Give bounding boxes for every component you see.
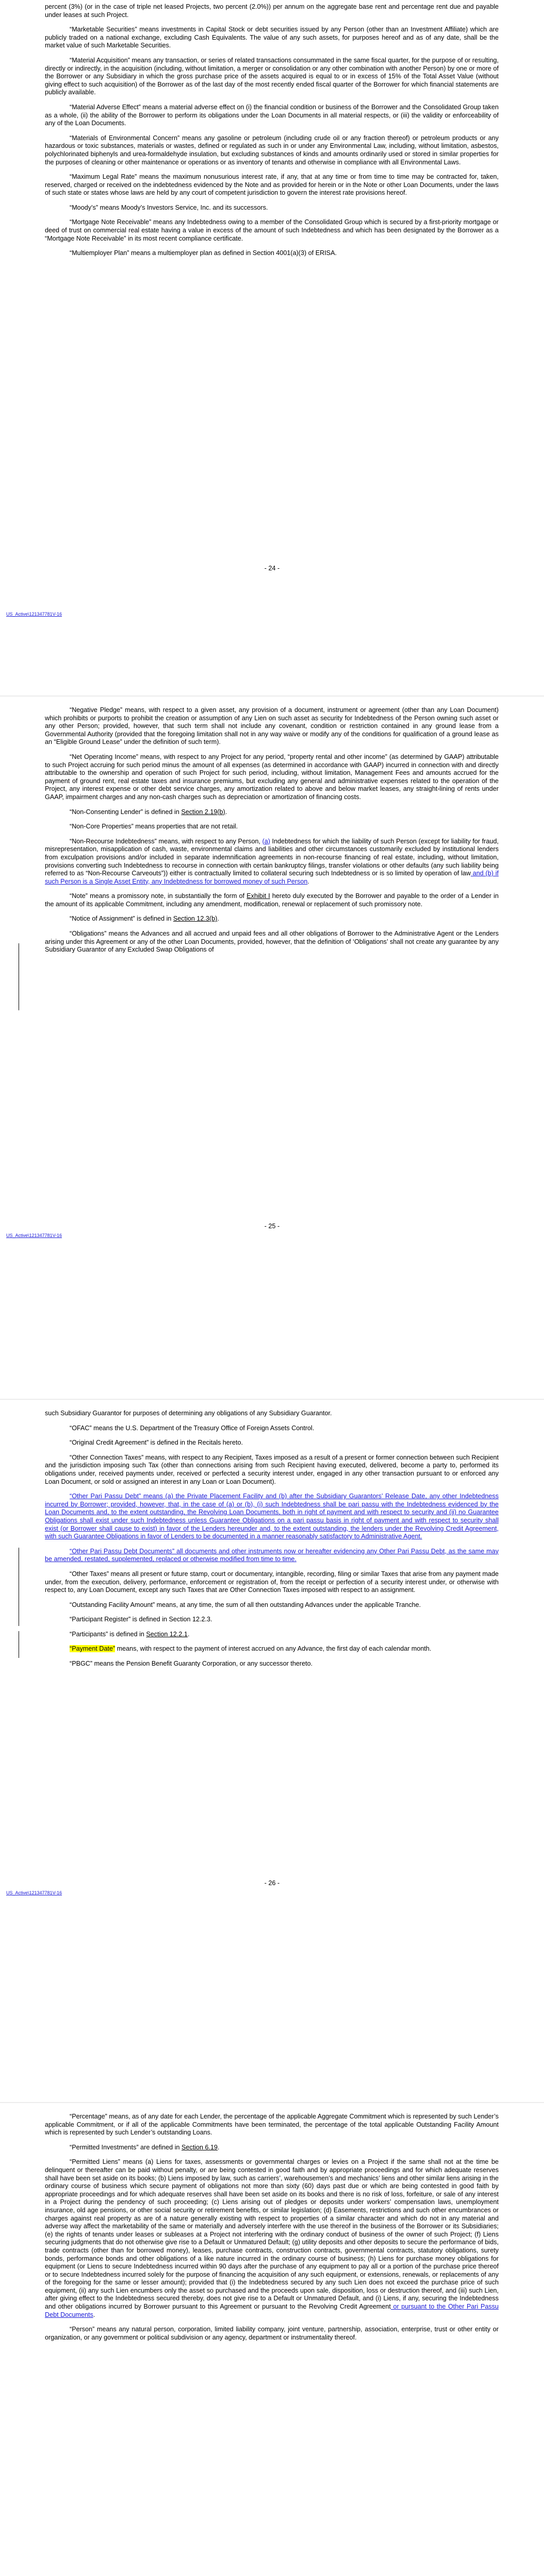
definition-other-taxes: “Other Taxes” means all present or future stamp, court or documentary, intangible, recording, filing or similar Taxes that arise from any payment made under, from the execution, delivery, performance, enforcement or registration of, from the receipt or perfection of a security interest under, or otherwise with respect to, any Loan Document, except any such Taxes that are Other Connection Taxes imposed with respect to an assignment.: [45, 1570, 499, 1594]
definition-payment-date: “Payment Date” means, with respect to the payment of interest accrued on any Advance, the first day of each calendar month.: [70, 1645, 432, 1653]
definition-negative-pledge: “Negative Pledge” means, with respect to a given asset, any provision of a document, instrument or agreement (other than any Loan Document) which prohibits or purports to prohibit the creation or assumption of any Lien on such asset as security for Indebtedness of the Person owning such asset or any other Person; provided, however, that such term shall not include any covenant, condition or restriction contained in any ground lease from a Governmental Authority (provided that the foregoing limitation shall not in any way waive or modify any of the conditions for qualification of a ground lease as an “Eligible Ground Lease” under the definition of such term).: [45, 706, 499, 746]
page-number: - 26 -: [264, 1879, 280, 1887]
definition-percentage: “Percentage” means, as of any date for each Lender, the percentage of the applicable Aggregate Commitment which is represented by such Lender’s applicable Commitment, or if all of the applicable Commitments have been terminated, the percentage of the total applicable Outstanding Facility Amount which is represented by such Lender’s outstanding Loans.: [45, 2113, 499, 2137]
inserted-text: “Other Pari Passu Debt” means (a) the Private Placement Facility and (b) after the Subsidiary Guarantors’ Release Date, any other Indebtedness incurred by Borrower; provided, however, that, in the case of (a) or (b), (i) such Indebtedness shall be pari passu with the Indebtedness evidenced by the Loan Documents and, to the extent outstanding, the Revolving Loan Documents, both in right of payment and with respect to security and (ii) no Guarantee Obligations shall exist under such Indebtedness unless Guarantee Obligations on a pari passu basis in right of payment and with respect to security shall exist (or Borrower shall cause to exist) in favor of the Lenders hereunder and, to the extent outstanding, the lenders under the Revolving Credit Agreement, with such Guarantee Obligations in favor of Lenders to be documented in a manner reasonably satisfactory to Administrative Agent.: [45, 1493, 499, 1540]
definition-note: “Note” means a promissory note, in substantially the form of Exhibit I hereto duly executed by the Borrower and payable to the order of a Lender in the amount of its applicable Commitment, including any amendment, modification, renewal or replacement of such promissory note.: [45, 892, 499, 908]
definition-material-acquisition: “Material Acquisition” means any transaction, or series of related transactions consummated in the same fiscal quarter, for the purpose of or resulting, directly or indirectly, in the acquisition (including, without limitation, a merger or consolidation or any other combination with another Person) by one or more of the Borrower or any Subsidiary in which the gross purchase price of the assets acquired is equal to or in excess of 15% of the Total Asset Value (without giving effect to such acquisition) of the Borrower as of the last day of the most recently ended fiscal quarter of the Borrower for which financial statements are publicly available.: [45, 56, 499, 96]
definition-non-core-properties: “Non-Core Properties” means properties that are not retail.: [70, 823, 238, 831]
paragraph-percent-cont: percent (3%) (or in the case of triple net leased Projects, two percent (2.0%)) per annum on the aggregate base rent and percentage rent due and payable under leases at such Project.: [45, 3, 499, 19]
page-26: [0, 1406, 544, 2102]
footer-document-id[interactable]: US_Active\121347781V-16: [6, 612, 62, 617]
page-25: [0, 703, 544, 1399]
section-reference[interactable]: Section 12.2.1: [146, 1630, 188, 1638]
definition-multiemployer-plan: “Multiemployer Plan” means a multiemployer plan as defined in Section 4001(a)(3) of ERISA.: [70, 249, 337, 257]
page-24: [0, 0, 544, 696]
definition-notice-of-assignment: “Notice of Assignment” is defined in Section 12.3(b).: [70, 915, 219, 923]
section-reference[interactable]: Section 6.19: [182, 2143, 218, 2151]
definition-non-consenting-lender: “Non-Consenting Lender” is defined in Section 2.19(b).: [70, 808, 227, 816]
section-reference[interactable]: Section 12.3(b): [173, 915, 218, 923]
definition-outstanding-facility-amount: “Outstanding Facility Amount” means, at any time, the sum of all then outstanding Advances under the applicable Tranche.: [70, 1601, 421, 1608]
inserted-text: or pursuant to the Other Pari Passu Debt Documents: [45, 2303, 499, 2318]
definition-non-recourse-indebtedness: “Non-Recourse Indebtedness” means, with respect to any Person, (a) Indebtedness for which the liability of such Person (except for liability for fraud, misrepresentation, misapplication of cash, waste, environmental claims and liabilities and other circumstances customarily excluded by institutional lenders from exculpation provisions and/or included in separate indemnification agreements in non-recourse financing of real estate, including, without limitation, provisions converting such Indebtedness to recourse in connection with certain bankruptcy filings, transfer violations or other defaults (any such liability being referred to as “Non-Recourse Carveouts”)) either is contractually limited to collateral securing such Indebtedness or is so limited by operation of law and (b) if such Person is a Single Asset Entity, any Indebtedness for borrowed money of such Person.: [45, 837, 499, 885]
definition-material-adverse-effect: “Material Adverse Effect” means a material adverse effect on (i) the financial condition or business of the Borrower and the Consolidated Group taken as a whole, (ii) the ability of the Borrower to perform its obligations under the Loan Documents in all material respects, or (iii) the validity or enforceability of any of the Loan Documents.: [45, 103, 499, 127]
definition-mortgage-note-receivable: “Mortgage Note Receivable” means any Indebtedness owing to a member of the Consolidated Group which is secured by a first-priority mortgage or deed of trust on commercial real estate having a value in excess of the amount of such Indebtedness and which has been designated by the Borrower as a “Mortgage Note Receivable” in its most recent compliance certificate.: [45, 218, 499, 242]
page-27: [0, 2110, 544, 2576]
definition-participant-register: “Participant Register” is defined in Section 12.2.3.: [70, 1616, 212, 1623]
exhibit-reference[interactable]: Exhibit I: [246, 892, 270, 900]
definition-original-credit-agreement: “Original Credit Agreement” is defined in the Recitals hereto.: [70, 1439, 243, 1447]
paragraph-obligations-cont: such Subsidiary Guarantor for purposes of determining any obligations of any Subsidiary Guarantor.: [45, 1410, 332, 1417]
inserted-text: (a): [262, 837, 271, 845]
definition-moodys: “Moody’s” means Moody’s Investors Service, Inc. and its successors.: [70, 204, 268, 211]
definition-person: “Person” means any natural person, corporation, limited liability company, joint venture, partnership, association, enterprise, trust or other entity or organization, or any government or political subdivision or any agency, department or instrumentality thereof.: [45, 2326, 499, 2341]
definition-marketable-securities: “Marketable Securities” means investments in Capital Stock or debt securities issued by any Person (other than an Investment Affiliate) which are publicly traded on a national exchange, excluding Cash Equivalents. The value of any such assets, for purposes hereof and as of any date, shall be the market value of such Marketable Securities.: [45, 26, 499, 49]
page-divider: [0, 2102, 544, 2103]
definition-ofac: “OFAC” means the U.S. Department of the Treasury Office of Foreign Assets Control.: [70, 1424, 315, 1432]
page-divider: [0, 696, 544, 697]
definition-obligations: “Obligations” means the Advances and all accrued and unpaid fees and all other obligations of Borrower to the Administrative Agent or the Lenders arising under this Agreement or any of the other Loan Documents, provided, however, that the definition of ‘Obligations’ shall not create any guarantee by any Subsidiary Guarantor of any Excluded Swap Obligations of: [45, 930, 499, 954]
footer-document-id[interactable]: US_Active\121347781V-16: [6, 1233, 62, 1238]
page-divider: [0, 1399, 544, 1400]
inserted-text: and (b) if such Person is a Single Asset Entity, any Indebtedness for borrowed money of such Person: [45, 870, 499, 885]
highlighted-term: “Payment Date”: [70, 1645, 116, 1653]
page-number: - 24 -: [264, 565, 280, 572]
footer-document-id[interactable]: US_Active\121347781V-16: [6, 1890, 62, 1895]
section-reference[interactable]: Section 2.19(b): [181, 808, 225, 816]
definition-other-connection-taxes: “Other Connection Taxes” means, with respect to any Recipient, Taxes imposed as a result of a present or former connection between such Recipient and the jurisdiction imposing such Tax (other than connections arising from such Recipient having executed, delivered, become a party to, performed its obligations under, received payments under, received or perfected a security interest under, engaged in any other transaction pursuant to or enforced any Loan Document, or sold or assigned an interest in any Loan or Loan Document).: [45, 1453, 499, 1485]
definition-pbgc: “PBGC” means the Pension Benefit Guaranty Corporation, or any successor thereto.: [70, 1660, 313, 1668]
definition-other-pari-passu-debt-documents: [45, 1548, 499, 1564]
definition-permitted-liens: “Permitted Liens” means (a) Liens for taxes, assessments or governmental charges or levies on a Project if the same shall not at the time be delinquent or thereafter can be paid without penalty, or are being contested in good faith and by appropriate proceedings and for which adequate reserves shall have been set aside on its books; (b) Liens imposed by law, such as carriers’, warehousemen’s and mechanics’ liens and other similar liens arising in the ordinary course of business which secure payment of obligations not more than sixty (60) days past due or which are being contested in good faith by appropriate proceedings and for which adequate reserves shall have been set aside on its books and there is no risk of loss, forfeiture, or sale of any interest in a Project during the pendency of such proceeding; (c) Liens arising out of pledges or deposits under workers’ compensation laws, unemployment insurance, old age pensions, or other social security or retirement benefits, or similar legislation; (d) Easements, restrictions and such other encumbrances or charges against real property as are of a nature generally existing with respect to properties of a similar character and which do not in any material and adverse way affect the marketability of the same or materially and adversely interfere with the use thereof in the business of the Borrower or its Subsidiaries; (e) the rights of tenants under leases or subleases at a Project not interfering with the ordinary conduct of business of the owner of such Project; (f) Liens securing judgments that do not otherwise give rise to a Default or Unmatured Default; (g) utility deposits and other deposits to secure the performance of bids, trade contracts (other than for borrowed money), leases, purchase contracts, construction contracts, governmental contracts, statutory obligations, surety bonds, performance bonds and other obligations of a like nature incurred in the ordinary course of business; (h) Liens for purchase money obligations for equipment (or Liens to secure Indebtedness incurred within 90 days after the purchase of any equipment to pay all or a portion of the purchase price thereof or to secure Indebtedness incurred solely for the purpose of financing the acquisition of any such equipment, or extensions, renewals, or replacements of any of the foregoing for the same or lesser amount); provided that (i) the Indebtedness secured by any such Lien does not exceed the purchase price of such equipment, (ii) any such Lien encumbers only the asset so purchased and the proceeds upon sale, disposition, loss or destruction thereof, and (iii) such Lien, after giving effect to the Indebtedness secured thereby, does not give rise to a Default or Unmatured Default, and (i) Liens, if any, securing the Indebtedness and other obligations incurred by Borrower pursuant to this Agreement or pursuant to the Revolving Credit Agreement or pursuant to the Other Pari Passu Debt Documents.: [45, 2158, 499, 2318]
page-number: - 25 -: [264, 1223, 280, 1230]
definition-maximum-legal-rate: “Maximum Legal Rate” means the maximum nonusurious interest rate, if any, that at any time or from time to time may be contracted for, taken, reserved, charged or received on the indebtedness evidenced by the Note and as provided for herein or in the Note or other Loan Documents, under the laws of such state or states whose laws are held by any court of competent jurisdiction to govern the interest rate provisions hereof.: [45, 173, 499, 197]
definition-permitted-investments: “Permitted Investments” are defined in Section 6.19.: [70, 2143, 220, 2151]
definition-materials-environmental-concern: “Materials of Environmental Concern” means any gasoline or petroleum (including crude oil or any fraction thereof) or petroleum products or any hazardous or toxic substances, materials or wastes, defined or regulated as such in or under any Environmental Law, including, without limitation, asbestos, polychlorinated biphenyls and urea-formaldehyde insulation, but excluding substances of kinds and amounts ordinarily used or stored in similar properties for the purposes of cleaning or other maintenance or operations or as inventory of tenants and otherwise in compliance with all Environmental Laws.: [45, 134, 499, 166]
definition-net-operating-income: “Net Operating Income” means, with respect to any Project for any period, “property rental and other income” (as determined by GAAP) attributable to such Project accruing for such period minus the amount of all expenses (as determined in accordance with GAAP) incurred in connection with and directly attributable to the ownership and operation of such Project for such period, including, without limitation, Management Fees and amounts accrued for the payment of ground rent, real estate taxes and insurance premiums, but excluding any general and administrative expenses related to the operation of the Project, any interest expense or other debt service charges, any amortization related to above and below market leases, any straight-lining of rents under GAAP, impairment charges and any non-cash charges such as depreciation or amortization of financing costs.: [45, 753, 499, 801]
inserted-text: “Other Pari Passu Debt Documents” all documents and other instruments now or hereafter evidencing any Other Pari Passu Debt, as the same may be amended, restated, supplemented, replaced or otherwise modified from time to time.: [45, 1547, 499, 1563]
definition-other-pari-passu-debt: [45, 1493, 499, 1541]
definition-participants: “Participants” is defined in Section 12.2.1.: [70, 1630, 190, 1638]
